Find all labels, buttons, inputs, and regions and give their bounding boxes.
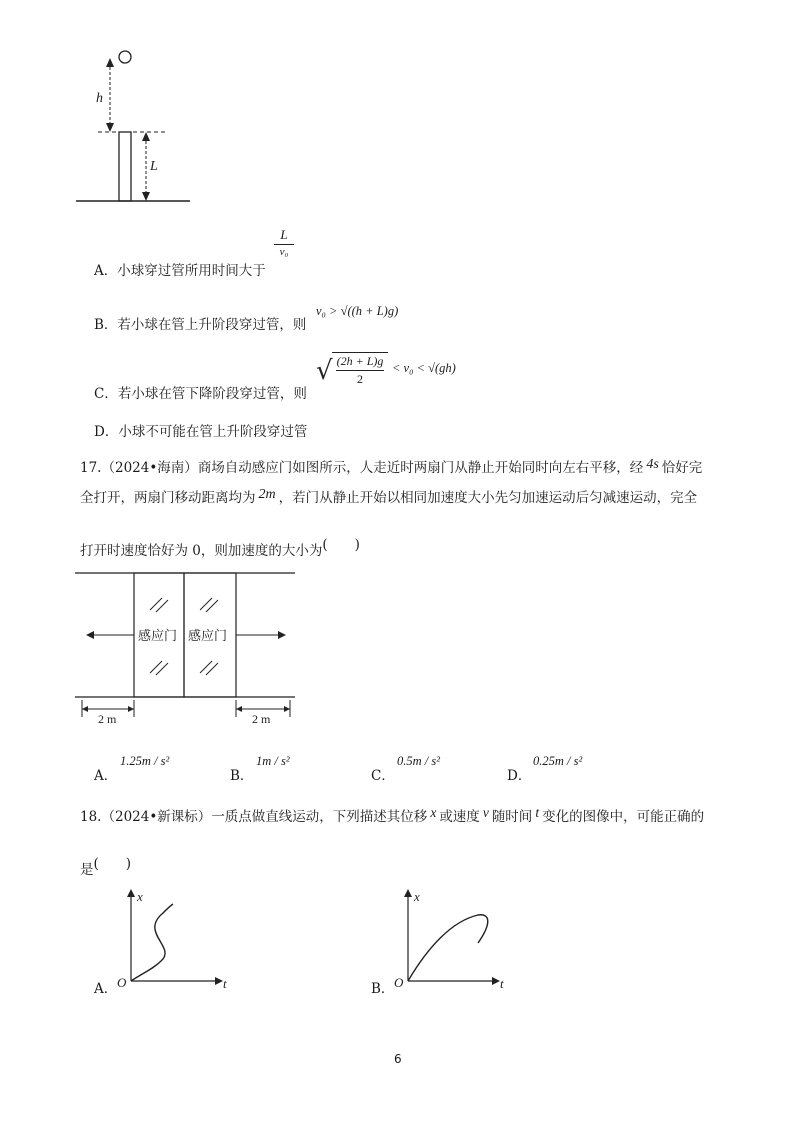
question-source: （2024•新课标） (101, 809, 212, 825)
question-text: 或速度 (439, 809, 480, 825)
q17-option-c-letter: C． (371, 768, 395, 784)
question-number: 17. (80, 460, 102, 476)
origin-label: O (394, 975, 404, 990)
fraction-numerator: (2h + L)g (336, 354, 384, 368)
q16-option-a (94, 262, 266, 280)
fraction-denominator: v₀ (279, 246, 289, 258)
q17-line3 (80, 537, 360, 560)
q18-line1 (80, 805, 705, 826)
q18-option-b-letter: B． (371, 981, 395, 997)
option-text: 小球不可能在管上升阶段穿过管 (118, 424, 308, 440)
distance-value: 2m (258, 487, 276, 502)
q16-c-formula: √ (2h + L)g 2 < v₀ < √(gh) (316, 354, 456, 386)
question-text: 打开时速度恰好为 0，则加速度的大小为 (80, 543, 323, 559)
option-letter: B． (94, 317, 118, 333)
var-v: v (482, 805, 489, 820)
option-letter: A． (94, 263, 118, 279)
question-number: 18. (80, 809, 102, 825)
q17-option-b-value: 1m / s² (256, 754, 290, 768)
tube-figure (70, 40, 200, 210)
question-text: 商场自动感应门如图所示，人走近时两扇门从静止开始同时向左右平移，经 (197, 460, 644, 476)
x-axis-label: t (223, 976, 227, 990)
question-text: ，若门从静止开始以相同加速度大小先匀加速运动后匀减速运动，完全 (278, 490, 698, 506)
door-right-label: 感应门 (188, 628, 228, 643)
q17-option-d-value: 0.25m / s² (533, 754, 583, 768)
L-label: L (150, 159, 158, 174)
option-text: 小球穿过管所用时间大于 (117, 263, 266, 279)
option-letter: C． (94, 386, 118, 402)
q17-option-b-letter: B． (230, 768, 254, 784)
origin-label: O (117, 975, 127, 990)
option-text: 若小球在管下降阶段穿过管，则 (117, 386, 307, 402)
curve-a (131, 904, 173, 981)
time-value: 4s (646, 457, 659, 472)
sliding-door-figure (70, 565, 305, 730)
option-letter: D． (94, 424, 119, 440)
question-text: 随时间 (491, 809, 533, 825)
q17-option-c-value: 0.5m / s² (397, 754, 440, 768)
q16-a-fraction (274, 227, 294, 258)
ball (119, 51, 131, 63)
q16-b-formula: v₀ > √((h + L)g) (316, 304, 399, 318)
question-text: 全打开，两扇门移动距离均为 (80, 490, 256, 506)
q17-option-d-letter: D． (507, 768, 532, 784)
q18-option-a-letter: A． (94, 981, 118, 997)
fraction-denominator: 2 (357, 372, 363, 386)
q16-option-b (94, 316, 306, 334)
formula-tail: < v₀ < √(gh) (392, 361, 456, 375)
y-axis-label: x (414, 889, 420, 904)
tube (119, 132, 131, 201)
q18-line2 (80, 856, 132, 879)
q16-option-d (94, 423, 307, 441)
dim-left-label: 2 m (98, 712, 117, 726)
var-t: t (535, 805, 540, 820)
answer-paren: ( ) (93, 856, 132, 872)
fraction-numerator: L (280, 227, 288, 242)
page-number: 6 (394, 1052, 402, 1066)
question-text: 是 (80, 862, 94, 878)
q17-option-a-value: 1.25m / s² (120, 754, 170, 768)
question-source: （2024•海南） (101, 460, 198, 476)
question-text: 恰好完 (661, 460, 703, 476)
q17-line1 (80, 459, 702, 478)
question-text: 变化的图像中，可能正确的 (542, 809, 705, 825)
y-axis-label: x (137, 889, 143, 904)
q18-graph-b (392, 885, 512, 990)
question-text: 一质点做直线运动，下列描述其位移 (211, 809, 428, 825)
option-text: 若小球在管上升阶段穿过管，则 (117, 317, 307, 333)
x-axis-label: t (500, 976, 504, 990)
q17-option-a-letter: A． (94, 768, 118, 784)
curve-b (408, 915, 488, 981)
q17-line2 (80, 489, 697, 508)
var-x: x (430, 805, 437, 820)
h-label: h (96, 91, 103, 106)
q16-option-c (94, 385, 307, 403)
dim-right-label: 2 m (252, 712, 271, 726)
q18-graph-a (115, 885, 235, 990)
door-left-label: 感应门 (138, 628, 178, 643)
answer-paren: ( ) (322, 537, 360, 553)
